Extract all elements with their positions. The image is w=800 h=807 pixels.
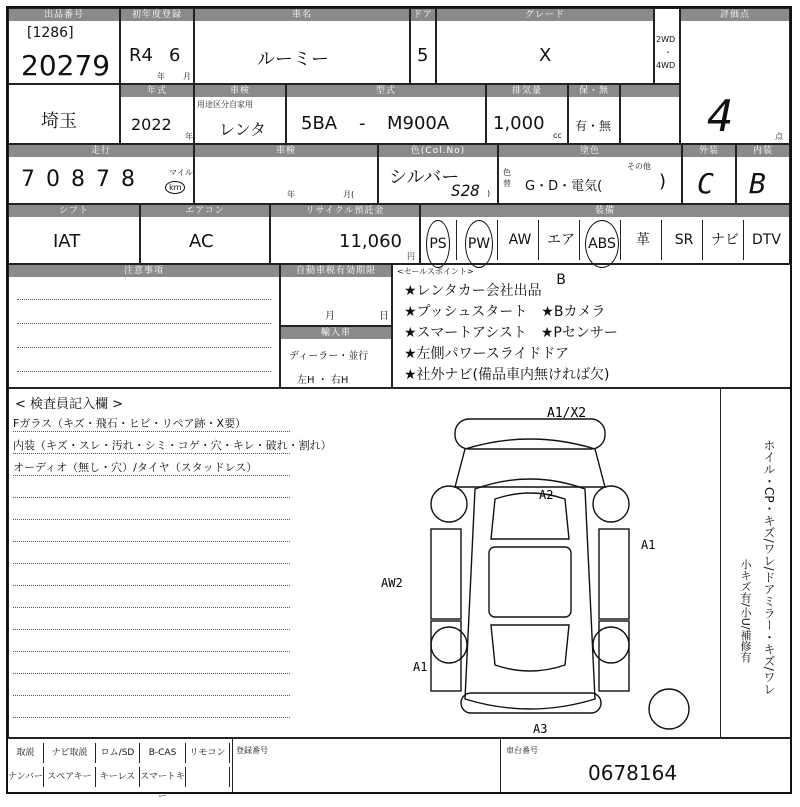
drive-2wd: 2WD bbox=[656, 35, 676, 44]
grade-cell bbox=[436, 8, 654, 84]
unit-km: km bbox=[165, 181, 185, 194]
shaken-year-unit: 年 bbox=[287, 190, 295, 199]
model-prefix: 5BA bbox=[301, 113, 338, 134]
body-outline bbox=[465, 479, 595, 709]
sales-point: ★スマートアシスト ★Pセンサー bbox=[404, 325, 618, 341]
blank-cell bbox=[620, 84, 680, 144]
blank-header bbox=[621, 85, 679, 97]
notes-line bbox=[17, 323, 271, 324]
side-legend-cell bbox=[720, 388, 790, 738]
equip-aw-label: AW bbox=[508, 232, 532, 248]
aircon-cell bbox=[140, 204, 270, 264]
footer-item: ロム/SD bbox=[96, 743, 140, 763]
equip-abs bbox=[584, 220, 621, 260]
chassis-number: 0678164 bbox=[588, 761, 678, 785]
first-reg-year-unit: 年 bbox=[157, 72, 165, 81]
mark-front-bumper: A1/X2 bbox=[547, 406, 587, 421]
footer-divider bbox=[232, 739, 233, 793]
score-header: 評価点 bbox=[681, 9, 789, 21]
equip-dtv bbox=[748, 220, 785, 260]
right-front-door bbox=[599, 529, 629, 619]
windshield bbox=[491, 493, 569, 539]
ext-cell bbox=[682, 144, 736, 204]
grade-header: グレード bbox=[437, 9, 653, 21]
side-legend: ホイル・CP・キズ/ワレ/ドアミラー・キズ/ワレ bbox=[762, 439, 776, 695]
inspector-rule bbox=[13, 629, 290, 630]
equip-sr bbox=[666, 220, 703, 260]
paint-header: 塗色 bbox=[499, 145, 681, 157]
drive-sep: ・ bbox=[664, 48, 672, 57]
equip-airbag-label: エアB bbox=[547, 232, 575, 288]
inspector-rule bbox=[13, 475, 290, 476]
tax-cell bbox=[280, 264, 392, 326]
footer-item: スマートキー bbox=[140, 767, 186, 787]
ext-header: 外装 bbox=[683, 145, 735, 157]
sales-point: ★プッシュスタート ★Bカメラ bbox=[404, 304, 606, 320]
inspector-line: 内装（キズ・スレ・汚れ・シミ・コゲ・穴・キレ・破れ・割れ） bbox=[13, 439, 332, 452]
import-type: ディーラー・並行 bbox=[289, 351, 369, 362]
equipment-header: 装備 bbox=[421, 205, 789, 217]
footer-item: スペアキー bbox=[44, 767, 96, 787]
notes-cell bbox=[8, 264, 280, 388]
mark-left-door: AW2 bbox=[381, 576, 403, 590]
equip-pw bbox=[461, 220, 498, 260]
unit-mile: マイル bbox=[169, 168, 193, 177]
score-cell bbox=[680, 8, 790, 144]
recycle-yen: 円 bbox=[407, 252, 415, 261]
usage-cell bbox=[194, 84, 286, 144]
inspector-title: < 検査員記入欄 > bbox=[15, 397, 124, 412]
lot-header: 出品番号 bbox=[9, 9, 119, 21]
equip-dtv-label: DTV bbox=[752, 232, 781, 248]
footer-item: 取説 bbox=[8, 743, 44, 763]
aircon: AC bbox=[189, 231, 214, 252]
equip-aw bbox=[502, 220, 539, 260]
first-reg-era: R4 bbox=[129, 45, 153, 66]
car-name-cell bbox=[194, 8, 410, 84]
hood bbox=[455, 439, 605, 487]
equip-sr-label: SR bbox=[674, 232, 694, 248]
usage-note: 用途区分自家用 bbox=[197, 100, 253, 109]
tax-day: 日 bbox=[379, 311, 389, 322]
model-dash: - bbox=[359, 113, 366, 134]
usage-header: 車検 bbox=[195, 85, 285, 97]
color-name: シルバー bbox=[389, 167, 460, 188]
doors-header: ドア bbox=[411, 9, 435, 21]
footer-item bbox=[186, 767, 230, 787]
int-score: B bbox=[749, 167, 766, 200]
odometer-header: 走行 bbox=[9, 145, 193, 157]
first-reg-header: 初年度登録 bbox=[121, 9, 193, 21]
inspector-rule bbox=[13, 651, 290, 652]
inspector-line: オーディオ（無し・穴）/タイヤ（スタッドレス） bbox=[13, 461, 258, 474]
inspector-rule bbox=[13, 519, 290, 520]
mark-rear: A3 bbox=[533, 722, 548, 736]
equip-ps-label: PS bbox=[426, 220, 449, 268]
side-sub: 小キズ有/小U/補修有 bbox=[739, 559, 752, 663]
drive-cell bbox=[654, 8, 680, 84]
model-code: M900A bbox=[387, 113, 450, 134]
footer-divider bbox=[500, 739, 501, 793]
roof bbox=[489, 547, 571, 617]
shaken-month-unit: 月( bbox=[343, 190, 355, 199]
rear-window bbox=[491, 625, 569, 671]
front-right-wheel bbox=[593, 486, 629, 522]
inspector-rule bbox=[13, 717, 290, 718]
lot-cell bbox=[8, 8, 120, 84]
equip-abs-label: ABS bbox=[585, 220, 619, 268]
int-cell bbox=[736, 144, 790, 204]
color-cell bbox=[378, 144, 498, 204]
front-bumper bbox=[455, 419, 605, 449]
footer-item: ナンバー bbox=[8, 767, 44, 787]
fuel-header: 保・無 bbox=[569, 85, 619, 97]
mark-roof: A2 bbox=[539, 488, 554, 502]
first-reg-month-unit: 月 bbox=[183, 72, 191, 81]
doors-cell bbox=[410, 8, 436, 84]
mark-right: A1 bbox=[641, 538, 656, 552]
inspector-cell bbox=[8, 388, 720, 738]
tax-header: 自動車税有効期限 bbox=[281, 265, 391, 277]
odo-digit: 8 bbox=[121, 167, 137, 192]
region: 埼玉 bbox=[41, 111, 77, 132]
equip-leather-label: 革 bbox=[636, 232, 650, 248]
inspector-rule bbox=[13, 695, 290, 696]
odo-digit: 8 bbox=[71, 167, 87, 192]
fuel-option: 有・無 bbox=[575, 119, 612, 133]
sales-header: <セールスポイント> bbox=[397, 267, 474, 276]
paint-options: G・D・電気( bbox=[525, 179, 603, 194]
sales-point: ★レンタカー会社出品 bbox=[404, 283, 542, 299]
recycle: 11,060 bbox=[339, 231, 402, 252]
model-cell bbox=[286, 84, 486, 144]
car-name: ルーミー bbox=[257, 49, 329, 70]
first-reg-cell bbox=[120, 8, 194, 84]
region-cell bbox=[8, 84, 120, 144]
cc-unit: cc bbox=[553, 131, 562, 140]
footer bbox=[8, 738, 790, 802]
spare-wheel bbox=[649, 689, 689, 729]
year-unit: 年 bbox=[185, 132, 193, 141]
model-header: 型式 bbox=[287, 85, 485, 97]
notes-header: 注意事項 bbox=[9, 265, 279, 277]
shaken-header: 車検 bbox=[195, 145, 377, 157]
grade: X bbox=[539, 45, 552, 66]
paint-label: 色替 bbox=[503, 168, 511, 188]
notes-line bbox=[17, 299, 271, 300]
odo-digit: 7 bbox=[96, 167, 112, 192]
ext-score: C bbox=[697, 167, 714, 200]
equip-navi-label: ナビ bbox=[711, 232, 739, 248]
equip-navi bbox=[707, 220, 744, 260]
car-diagram bbox=[369, 399, 689, 735]
import-cell bbox=[280, 326, 392, 388]
inspector-rule bbox=[13, 431, 290, 432]
odo-digit: 7 bbox=[21, 167, 37, 192]
odo-digit: 0 bbox=[46, 167, 62, 192]
aircon-header: エアコン bbox=[141, 205, 269, 217]
notes-line bbox=[17, 371, 271, 372]
score-unit: 点 bbox=[775, 132, 783, 141]
paint-close: ) bbox=[659, 171, 667, 192]
first-reg-month: 6 bbox=[169, 45, 181, 66]
tax-month: 月 bbox=[325, 311, 335, 322]
shaken-cell bbox=[194, 144, 378, 204]
lot-bracket: [1286] bbox=[27, 25, 74, 41]
displacement: 1,000 bbox=[493, 113, 545, 134]
footer-item: キーレス bbox=[96, 767, 140, 787]
year-header: 年式 bbox=[121, 85, 193, 97]
auction-sheet bbox=[6, 6, 792, 802]
int-header: 内装 bbox=[737, 145, 789, 157]
paint-other: その他 bbox=[627, 162, 651, 171]
chassis-label: 車台番号 bbox=[506, 746, 538, 755]
mission-header: シフト bbox=[9, 205, 139, 217]
paint-cell bbox=[498, 144, 682, 204]
inspector-rule bbox=[13, 497, 290, 498]
color-header: 色(Col.No) bbox=[379, 145, 497, 157]
equip-pw-label: PW bbox=[465, 220, 493, 268]
inspector-rule bbox=[13, 673, 290, 674]
doors: 5 bbox=[417, 45, 429, 66]
color-code: S28 bbox=[451, 181, 480, 200]
odometer-cell bbox=[8, 144, 194, 204]
year: 2022 bbox=[131, 115, 172, 134]
equip-leather bbox=[625, 220, 662, 260]
color-close: ) bbox=[487, 189, 491, 198]
sales-point: ★社外ナビ(備品車内無ければ欠) bbox=[404, 367, 610, 383]
footer-item: ナビ取説 bbox=[44, 743, 96, 763]
mission: IAT bbox=[53, 231, 81, 252]
reg-label: 登録番号 bbox=[236, 746, 268, 755]
lot-number: 20279 bbox=[21, 49, 111, 82]
car-name-header: 車名 bbox=[195, 9, 409, 21]
recycle-cell bbox=[270, 204, 420, 264]
mission-cell bbox=[8, 204, 140, 264]
left-front-door bbox=[431, 529, 461, 619]
import-header: 輸入車 bbox=[281, 327, 391, 339]
drive-4wd: 4WD bbox=[656, 61, 676, 70]
mark-left-rear: A1 bbox=[413, 660, 428, 674]
inspector-rule bbox=[13, 453, 290, 454]
score: 4 bbox=[707, 91, 734, 142]
equip-ps bbox=[420, 220, 457, 260]
odometer-digits bbox=[21, 167, 137, 192]
inspector-rule bbox=[13, 541, 290, 542]
year-cell bbox=[120, 84, 194, 144]
inspector-rule bbox=[13, 585, 290, 586]
footer-item: B-CAS bbox=[140, 743, 186, 763]
equip-airbag bbox=[543, 220, 580, 288]
handle: 左H ・ 右H bbox=[297, 375, 349, 386]
displacement-cell bbox=[486, 84, 568, 144]
displacement-header: 排気量 bbox=[487, 85, 567, 97]
inspector-line: Fガラス（キズ・飛石・ヒビ・リペア跡・X要） bbox=[13, 417, 247, 430]
notes-line bbox=[17, 347, 271, 348]
inspector-rule bbox=[13, 607, 290, 608]
sales-point: ★左側パワースライドドア bbox=[404, 346, 570, 362]
front-left-wheel bbox=[431, 486, 467, 522]
fuel-cell bbox=[568, 84, 620, 144]
recycle-header: リサイクル預託金 bbox=[271, 205, 419, 217]
inspector-rule bbox=[13, 563, 290, 564]
usage: レンタ bbox=[219, 120, 266, 139]
footer-item: リモコン bbox=[186, 743, 230, 763]
